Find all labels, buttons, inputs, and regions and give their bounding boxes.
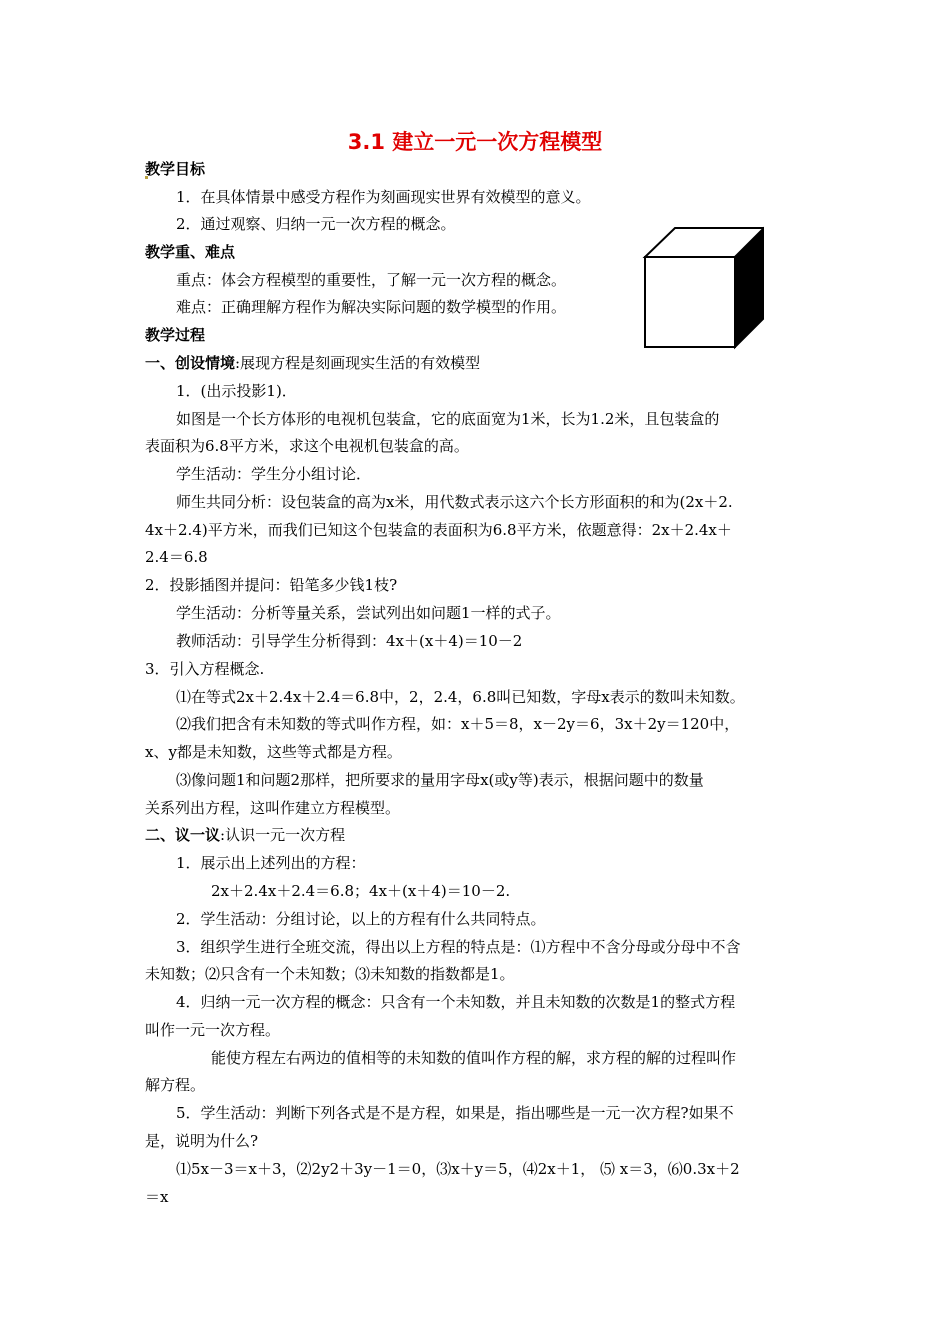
para-line: x、y都是未知数，这些等式都是方程。: [145, 743, 402, 761]
para-line: 2．学生活动：分组讨论，以上的方程有什么共同特点。: [176, 910, 546, 928]
heading-key-points: 教学重、难点: [145, 243, 236, 261]
para-line: 表面积为6.8平方米，求这个电视机包装盒的高。: [145, 437, 469, 455]
section-1-title: [145, 353, 480, 373]
para-line: ⑶像问题1和问题2那样，把所要求的量用字母x(或y等)表示，根据问题中的数量: [176, 771, 704, 789]
section-2-text: :认识一元一次方程: [220, 826, 346, 844]
para-line: 1．(出示投影1)．: [176, 382, 297, 400]
page-title: 3.1 建立一元一次方程模型: [347, 130, 603, 154]
para-line: 教师活动：引导学生分析得到：4x＋(x＋4)＝10－2: [176, 632, 523, 650]
para-line: 能使方程左右两边的值相等的未知数的值叫作方程的解，求方程的解的过程叫作: [211, 1049, 737, 1067]
para-line: ⑵我们把含有未知数的等式叫作方程，如：x＋5＝8，x－2y＝6，3x＋2y＝120中，: [176, 715, 740, 733]
para-line: 学生活动：分析等量关系，尝试列出如问题1一样的式子。: [176, 604, 561, 622]
exercise-line: ＝x: [145, 1188, 169, 1206]
para-line: 叫作一元一次方程。: [145, 1021, 281, 1039]
section-2-label: 二、议一议: [145, 826, 221, 844]
para-line: 3．组织学生进行全班交流，得出以上方程的特点是：⑴方程中不含分母或分母中不含: [176, 938, 741, 956]
para-line: 是，说明为什么?: [145, 1132, 259, 1150]
para-line: 关系列出方程，这叫作建立方程模型。: [145, 799, 401, 817]
para-line: 3．引入方程概念.: [145, 660, 265, 678]
equation-line: 2x＋2.4x＋2.4＝6.8；4x＋(x＋4)＝10－2.: [211, 882, 511, 900]
section-1-text: :展现方程是刻画现实生活的有效模型: [235, 354, 481, 372]
para-line: 2．投影插图并提问：铅笔多少钱1枝?: [145, 576, 398, 594]
section-2-title: [145, 825, 345, 845]
para-line: 如图是一个长方体形的电视机包装盒，它的底面宽为1米，长为1.2米，且包装盒的: [176, 410, 720, 428]
para-line: 未知数；⑵只含有一个未知数；⑶未知数的指数都是1。: [145, 965, 515, 983]
para-line: 4．归纳一元一次方程的概念：只含有一个未知数，并且未知数的次数是1的整式方程: [176, 993, 736, 1011]
heading-process: 教学过程: [145, 326, 206, 344]
para-line: 解方程。: [145, 1076, 206, 1094]
heading-goals: 教学目标: [145, 160, 206, 178]
goal-1: 1．在具体情景中感受方程作为刻画现实世界有效模型的意义。: [176, 188, 591, 206]
goal-2: 2．通过观察、归纳一元一次方程的概念。: [176, 215, 456, 233]
para-line: ⑴在等式2x＋2.4x＋2.4＝6.8中，2，2.4，6.8叫已知数，字母x表示的数叫未知数。: [176, 688, 745, 706]
difficult-point: 难点：正确理解方程作为解决实际问题的数学模型的作用。: [176, 298, 567, 316]
key-point: 重点：体会方程模型的重要性，了解一元一次方程的概念。: [176, 271, 567, 289]
para-line: 1．展示出上述列出的方程：: [176, 854, 366, 872]
para-line: 学生活动：学生分小组讨论．: [176, 465, 372, 483]
section-1-label: 一、创设情境: [145, 354, 236, 372]
cuboid-box-figure: [640, 226, 764, 350]
para-line: 2.4＝6.8: [145, 548, 208, 566]
exercise-line: ⑴5x－3＝x＋3，⑵2y2＋3y－1＝0，⑶x＋y＝5，⑷2x＋1， ⑸ x＝3，⑹0.3x＋2: [176, 1160, 740, 1178]
para-line: 师生共同分析：设包装盒的高为x米，用代数式表示这六个长方形面积的和为(2x＋2.: [176, 493, 733, 511]
para-line: 4x＋2.4)平方米，而我们已知这个包装盒的表面积为6.8平方米，依题意得：2x＋2.4x＋: [145, 521, 732, 539]
para-line: 5．学生活动：判断下列各式是不是方程，如果是，指出哪些是一元一次方程?如果不: [176, 1104, 734, 1122]
